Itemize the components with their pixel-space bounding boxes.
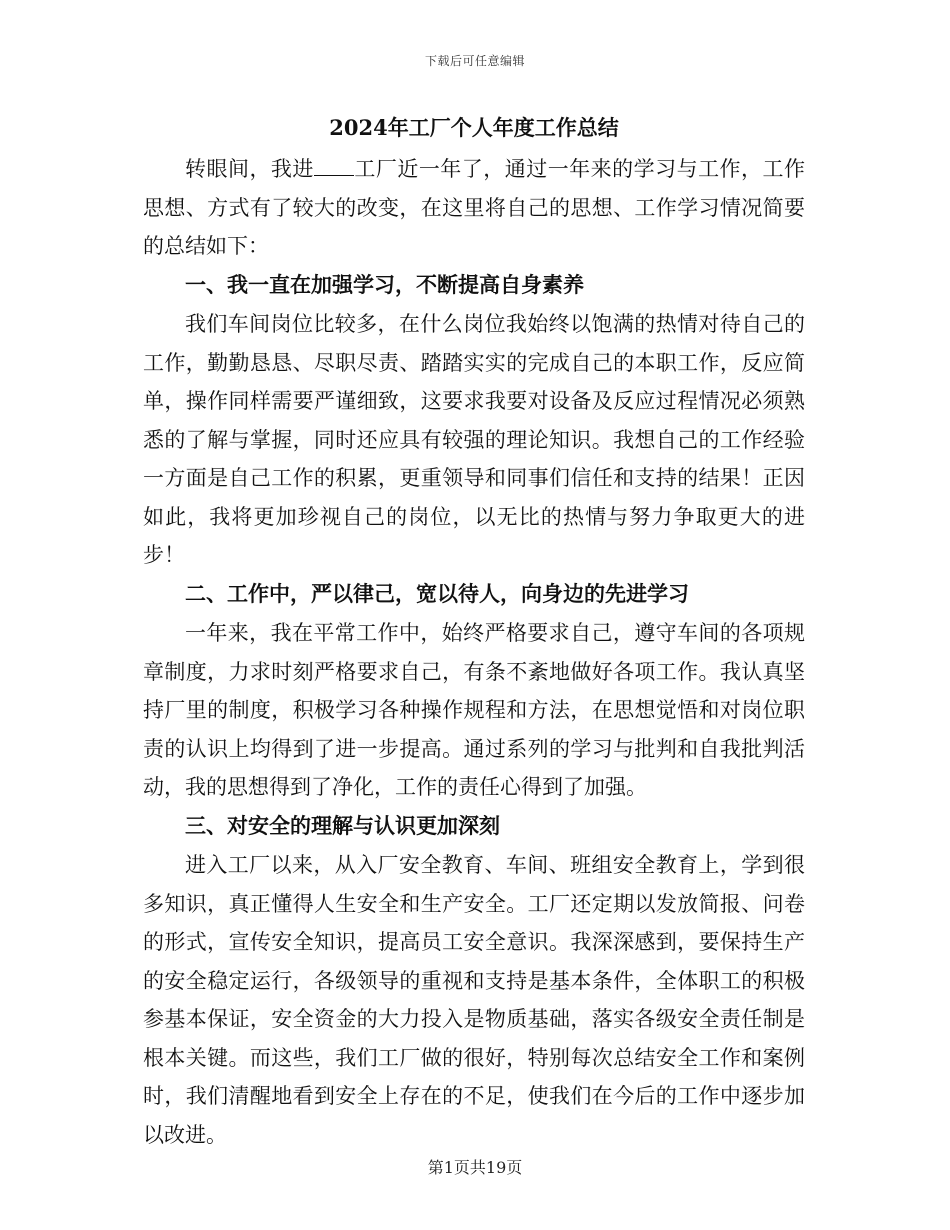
intro-text-after: 工厂近一年了，通过一年来的学习与工作，工作思想、方式有了较大的改变，在这里将自己的思想、工作学习情况简要的总结如下：: [143, 157, 805, 258]
section-body: 我们车间岗位比较多，在什么岗位我始终以饱满的热情对待自己的工作，勤勤恳恳、尽职尽责、踏踏实实的完成自己的本职工作，反应简单，操作同样需要严谨细致，这要求我要对设备及反应过程情况必须熟悉的了解与掌握，同时还应具有较强的理论知识。我想自己的工作经验一方面是自己工作的积累，更重领导和同事们信任和支持的结果！正因如此，我将更加珍视自己的岗位，以无比的热情与努力争取更大的进步！: [143, 312, 805, 567]
document-body: [143, 108, 805, 1154]
intro-text-before: 转眼间，我进: [185, 157, 314, 181]
section-body: 一年来，我在平常工作中，始终严格要求自己，遵守车间的各项规章制度，力求时刻严格要求自己，有条不紊地做好各项工作。我认真坚持厂里的制度，积极学习各种操作规程和方法，在思想觉悟和对岗位职责的认识上均得到了进一步提高。通过系列的学习与批判和自我批判活动，我的思想得到了净化，工作的责任心得到了加强。: [143, 621, 805, 799]
section-heading: 一、我一直在加强学习，不断提高自身素养: [185, 271, 584, 297]
document-title: 2024年工厂个人年度工作总结: [329, 115, 619, 140]
section-heading: 三、对安全的理解与认识更加深刻: [185, 812, 500, 838]
section-heading: 二、工作中，严以律己，宽以待人，向身边的先进学习: [185, 580, 689, 606]
intro-paragraph: [143, 150, 805, 266]
section-body: 进入工厂以来，从入厂安全教育、车间、班组安全教育上，学到很多知识，真正懂得人生安全和生产安全。工厂还定期以发放简报、问卷的形式，宣传安全知识，提高员工安全意识。我深深感到，要保持生产的安全稳定运行，各级领导的重视和支持是基本条件，全体职工的积极参基本保证，安全资金的大力投入是物质基础，落实各级安全责任制是根本关键。而这些，我们工厂做的很好，特别每次总结安全工作和案例时，我们清醒地看到安全上存在的不足，使我们在今后的工作中逐步加以改进。: [143, 853, 805, 1147]
fill-in-blank: [314, 159, 354, 176]
page-number: 第1页共19页: [427, 1158, 523, 1177]
page-header-note: 下载后可任意编辑: [424, 54, 525, 68]
